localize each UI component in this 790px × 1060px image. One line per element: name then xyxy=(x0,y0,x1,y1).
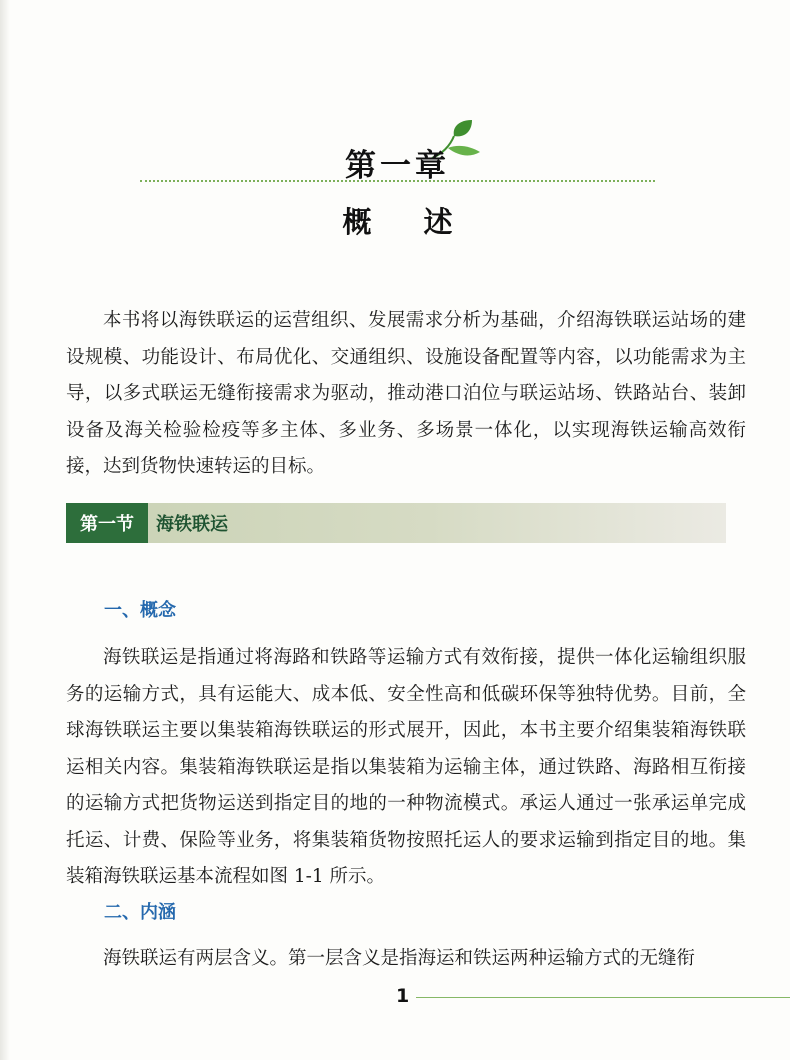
connotation-paragraph: 海铁联运有两层含义。第一层含义是指海运和铁运两种运输方式的无缝衔 xyxy=(103,948,696,969)
footer-rule xyxy=(416,997,790,998)
page-footer xyxy=(396,983,790,1013)
section-heading xyxy=(66,503,726,543)
page-edge xyxy=(0,0,10,1060)
page-number: 1 xyxy=(396,985,410,1007)
intro-paragraph: 本书将以海铁联运的运营组织、发展需求分析为基础，介绍海铁联运站场的建设规模、功能设计、布局优化、交通组织、设施设备配置等内容，以功能需求为主导，以多式联运无缝衔接需求为驱动，推动港口泊位与联运站场、铁路站台、装卸设备及海关检验检疫等多主体、多业务、多场景一体化，以实现海铁运输高效衔接，达到货物快速转运的目标。 xyxy=(66,310,746,477)
chapter-rule xyxy=(140,180,655,182)
subheading-concept: 一、概念 xyxy=(104,600,176,621)
chapter-number: 第一章 xyxy=(345,148,450,184)
chapter-header xyxy=(140,118,655,238)
subheading-connotation: 二、内涵 xyxy=(104,902,176,923)
section-number: 第一节 xyxy=(66,503,148,543)
chapter-title: 概述 xyxy=(342,205,505,239)
section-name: 海铁联运 xyxy=(156,514,228,535)
concept-paragraph: 海铁联运是指通过将海路和铁路等运输方式有效衔接，提供一体化运输组织服务的运输方式，具有运能大、成本低、安全性高和低碳环保等独特优势。目前，全球海铁联运主要以集装箱海铁联运的形式展开，因此，本书主要介绍集装箱海铁联运相关内容。集装箱海铁联运是指以集装箱为运输主体，通过铁路、海路相互衔接的运输方式把货物运送到指定目的地的一种物流模式。承运人通过一张承运单完成托运、计费、保险等业务，将集装箱货物按照托运人的要求运输到指定目的地。集装箱海铁联运基本流程如图 1-1 所示。 xyxy=(66,647,746,887)
